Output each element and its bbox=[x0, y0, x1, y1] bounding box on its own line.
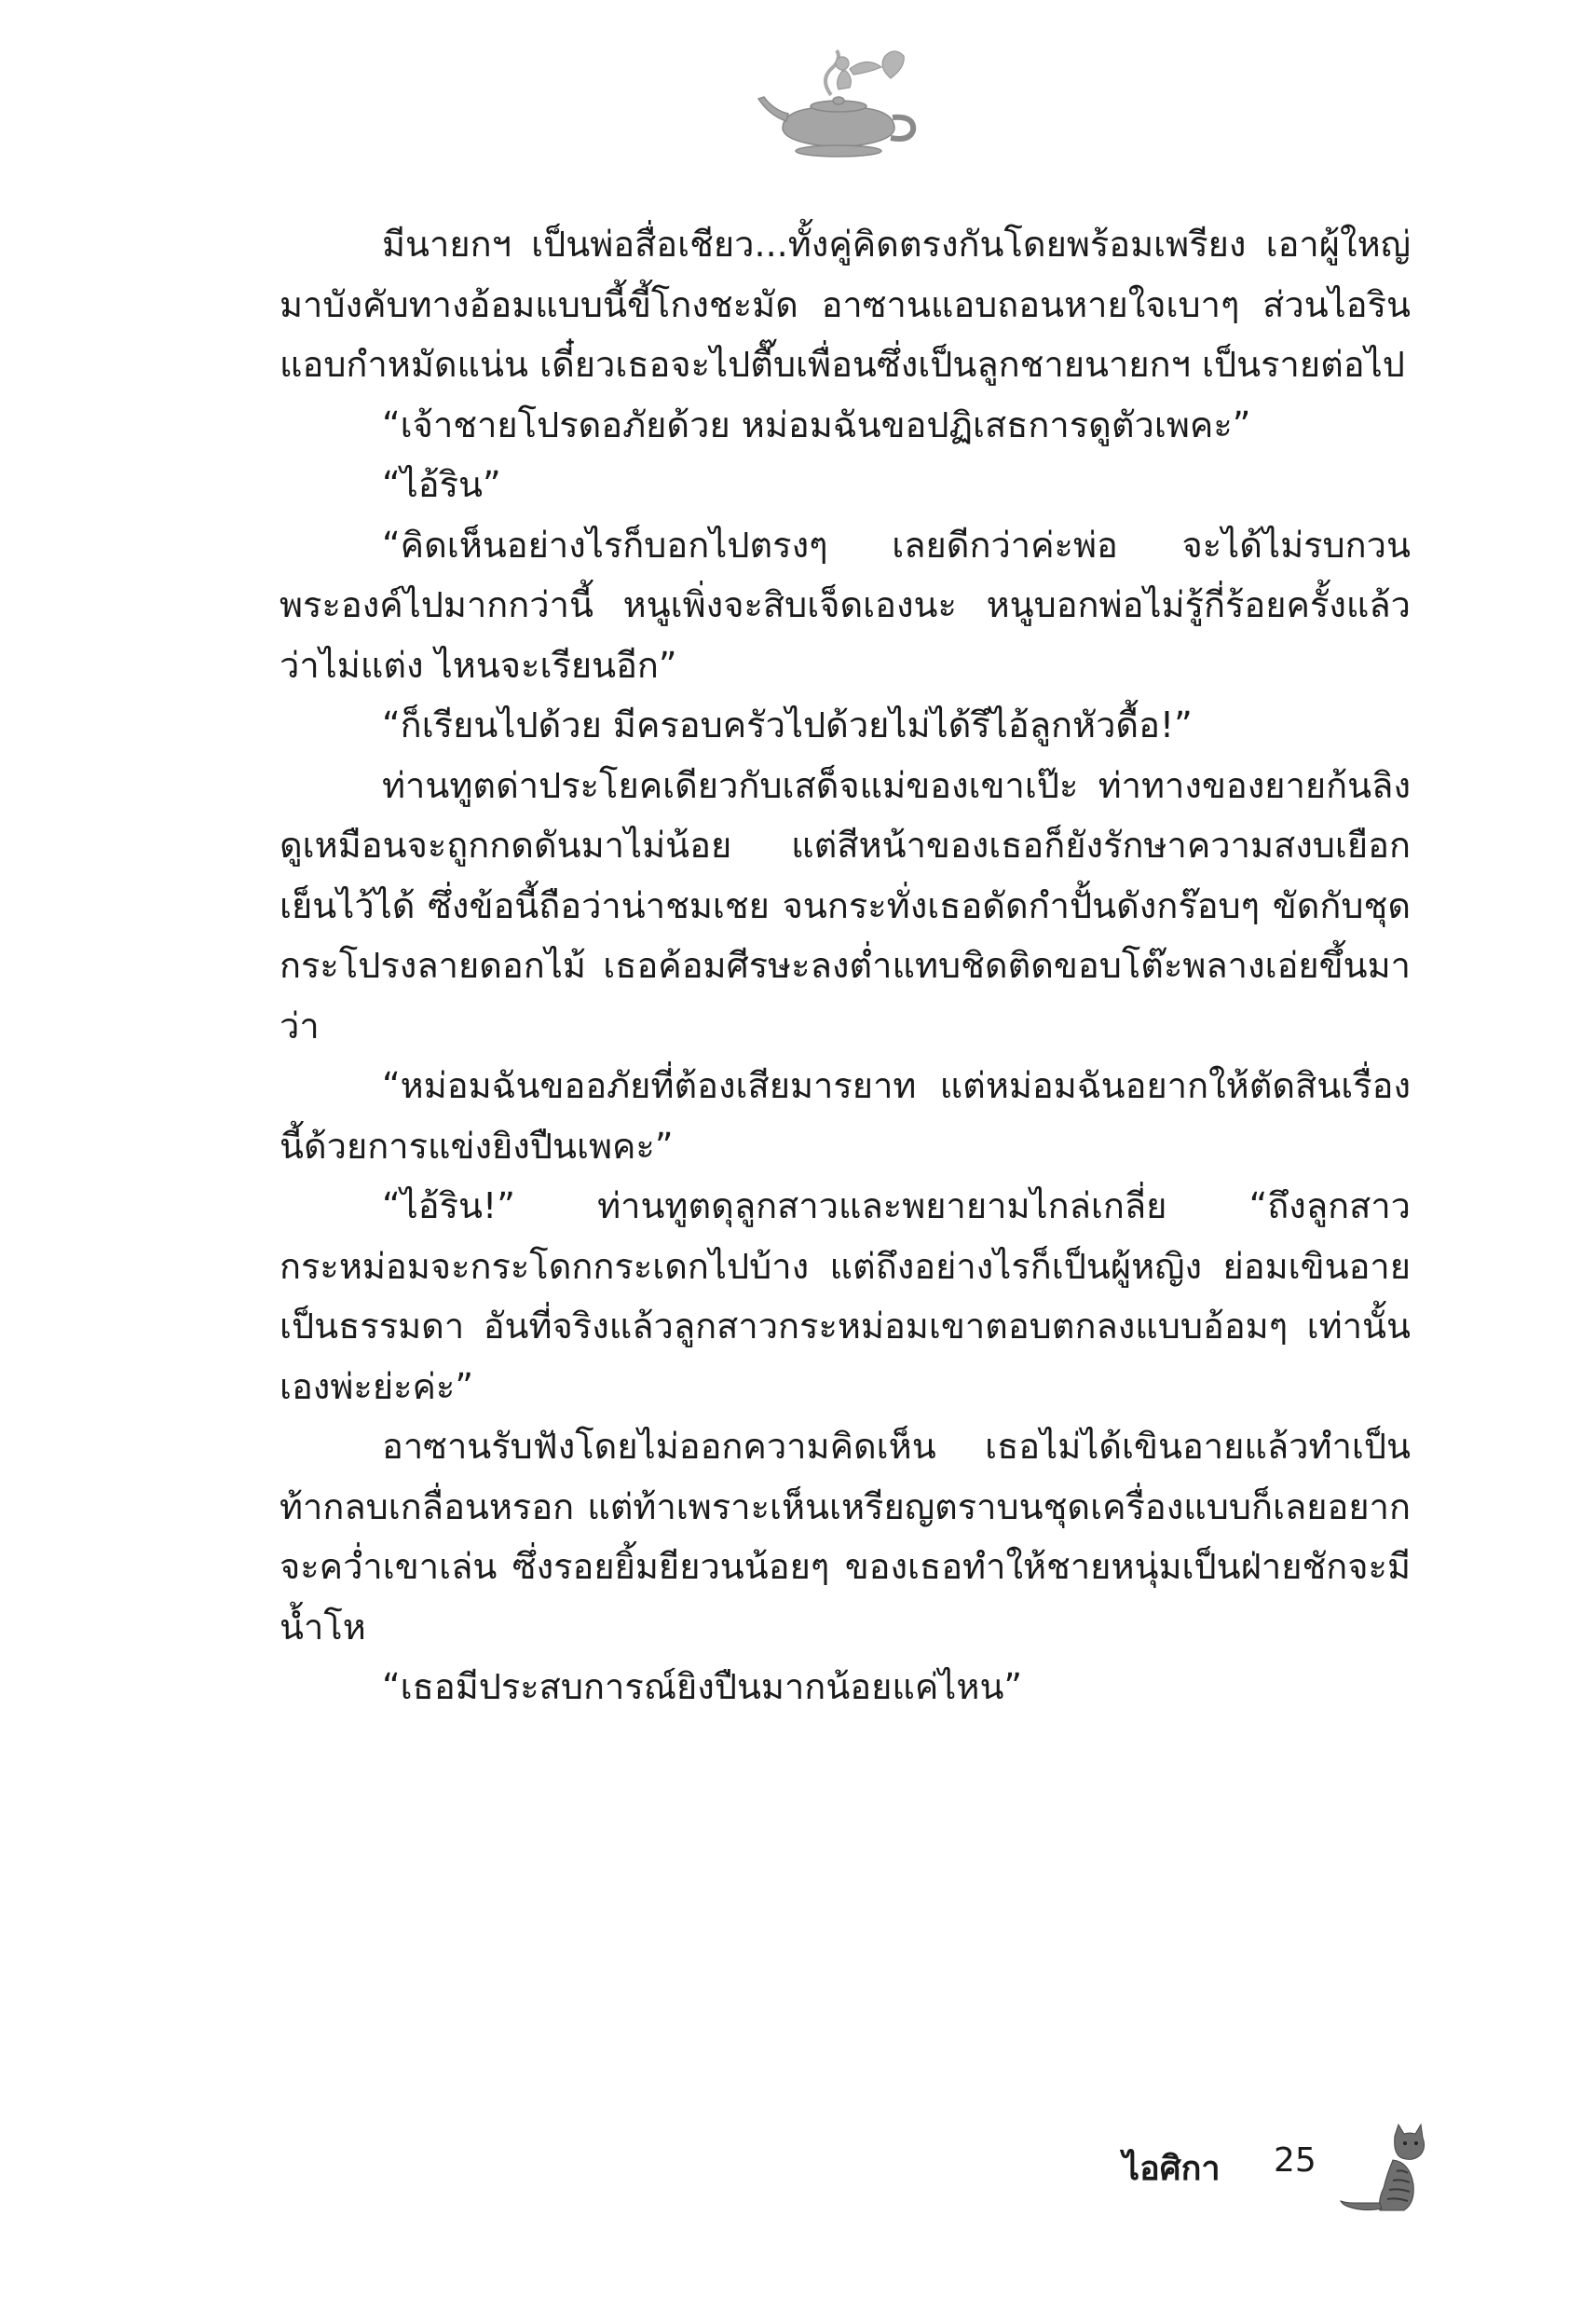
paragraph: “เธอมีประสบการณ์ยิงปืนมากน้อยแค่ไหน” bbox=[382, 1666, 1023, 1707]
paragraph: อาซานรับฟังโดยไม่ออกความคิดเห็น เธอไม่ได้เขินอายแล้วทำเป็นท้ากลบเกลื่อนหรอก แต่ท้าเพราะเห็นเหรียญตราบนชุดเครื่องแบบก็เลยอยากจะคว่ำเขาเล่น ซึ่งรอยยิ้มยียวนน้อยๆ ของเธอทำให้ชายหนุ่มเป็นฝ่ายชักจะมีน้ำโห bbox=[280, 1426, 1411, 1648]
teapot-ornament-icon bbox=[745, 47, 932, 168]
body-text bbox=[280, 214, 1411, 1717]
paragraph: มีนายกฯ เป็นพ่อสื่อเชียว...ทั้งคู่คิดตรงกันโดยพร้อมเพรียง เอาผู้ใหญ่มาบังคับทางอ้อมแบบนี้ขี้โกงชะมัด อาซานแอบถอนหายใจเบาๆ ส่วนไอรินแอบกำหมัดแน่น เดี๋ยวเธอจะไปตื๊บเพื่อนซึ่งเป็นลูกชายนายกฯ เป็นรายต่อไป bbox=[280, 224, 1411, 385]
book-title: ไอศิกา bbox=[1123, 2150, 1221, 2188]
paragraph: “เจ้าชายโปรดอภัยด้วย หม่อมฉันขอปฏิเสธการดูตัวเพคะ” bbox=[382, 403, 1251, 445]
paragraph: “คิดเห็นอย่างไรก็บอกไปตรงๆ เลยดีกว่าค่ะพ่อ จะได้ไม่รบกวนพระองค์ไปมากกว่านี้ หนูเพิ่งจะสิบเจ็ดเองนะ หนูบอกพ่อไม่รู้กี่ร้อยครั้งแล้วว่าไม่แต่ง ไหนจะเรียนอีก” bbox=[280, 524, 1411, 686]
page-number: 25 bbox=[1274, 2141, 1316, 2180]
paragraph: ท่านทูตด่าประโยคเดียวกับเสด็จแม่ของเขาเป๊ะ ท่าทางของยายก้นลิงดูเหมือนจะถูกกดดันมาไม่น้อย แต่สีหน้าของเธอก็ยังรักษาความสงบเยือกเย็นไว้ได้ ซึ่งข้อนี้ถือว่าน่าชมเชย จนกระทั่งเธอดัดกำปั้นดังกร๊อบๆ ขัดกับชุดกระโปรงลายดอกไม้ เธอค้อมศีรษะลงต่ำแทบชิดติดขอบโต๊ะพลางเอ่ยขึ้นมาว่า bbox=[280, 764, 1411, 1046]
cat-icon bbox=[1335, 2115, 1438, 2218]
page-footer bbox=[1123, 2115, 1439, 2227]
paragraph: “ก็เรียนไปด้วย มีครอบครัวไปด้วยไม่ได้รึไอ้ลูกหัวดื้อ!” bbox=[382, 704, 1193, 745]
paragraph: “ไอ้ริน” bbox=[382, 464, 501, 505]
paragraph: “ไอ้ริน!” ท่านทูตดุลูกสาวและพยายามไกล่เกลี่ย “ถึงลูกสาวกระหม่อมจะกระโดกกระเดกไปบ้าง แต่ถึงอย่างไรก็เป็นผู้หญิง ย่อมเขินอายเป็นธรรมดา อันที่จริงแล้วลูกสาวกระหม่อมเขาตอบตกลงแบบอ้อมๆ เท่านั้นเองพ่ะย่ะค่ะ” bbox=[280, 1185, 1411, 1407]
paragraph: “หม่อมฉันขออภัยที่ต้องเสียมารยาท แต่หม่อมฉันอยากให้ตัดสินเรื่องนี้ด้วยการแข่งยิงปืนเพคะ” bbox=[280, 1065, 1411, 1167]
